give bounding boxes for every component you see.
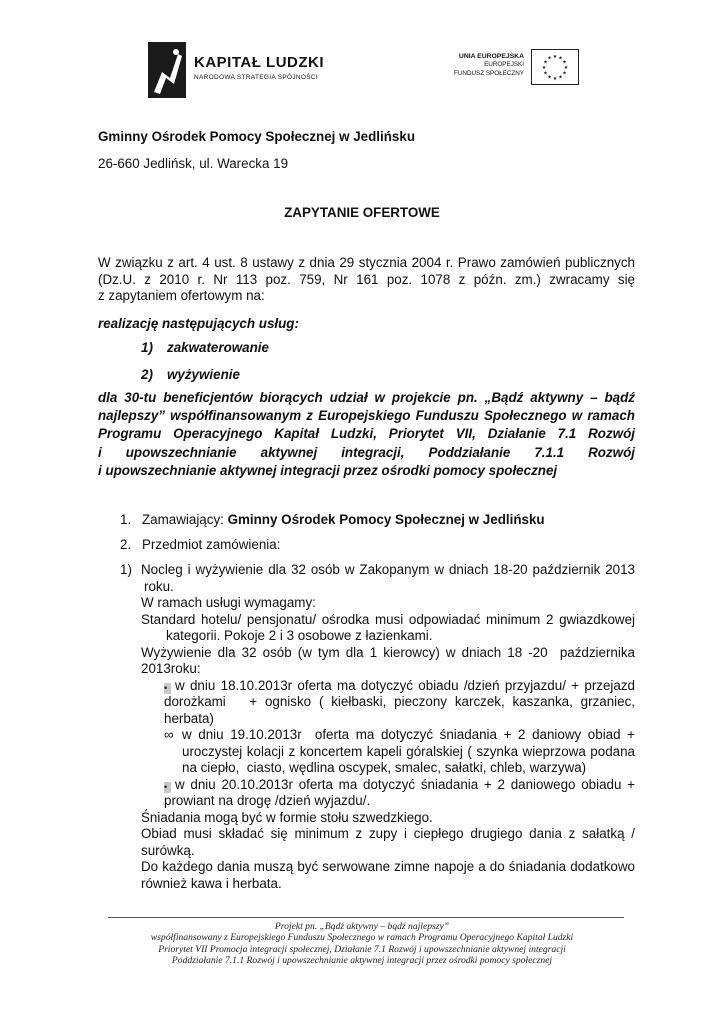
day-1-entry [141, 678, 635, 728]
food-line-2: 2013roku: [141, 661, 201, 676]
footer [0, 921, 724, 967]
numbered-item-2 [120, 537, 280, 554]
svg-text:★: ★ [543, 59, 548, 66]
day-2-text-1: w dniu 19.10.2013r oferta ma dotyczyć śniadania + 2 daniowy obiad + [182, 727, 635, 742]
service-item-1-label: zakwaterowanie [167, 340, 269, 355]
eu-flag-icon [531, 49, 579, 85]
svg-text:★: ★ [541, 65, 547, 71]
day-3-bullet: • [164, 782, 171, 793]
numbered-item-1-value: Gminny Ośrodek Pomocy Społecznej w Jedlińsku [227, 512, 545, 527]
order-details [141, 562, 635, 892]
project-line-5: i upowszechnianie aktywnej integracji przez ośrodki pomocy społecznej [98, 462, 558, 478]
standard-line-2: kategorii. Pokoje 2 i 3 osobowe z łazienkami. [166, 628, 433, 643]
day-1-line-2: dorożkami + ognisko ( kiełbaski, pieczony karczek, kaszanka, grzaniec, [164, 694, 635, 709]
svg-text:★: ★ [543, 70, 548, 77]
day-2-line-1 [164, 727, 635, 744]
drinks-line-1: Do każdego dania muszą być serwowane zimne napoje a do śniadania dodatkowo [141, 859, 635, 874]
numbered-item-1-number: 1. [120, 512, 132, 527]
svg-text:★: ★ [547, 55, 552, 62]
service-item-2 [141, 367, 240, 384]
footer-line-3: Priorytet VII Promocja integracji społecznej, Działanie 7.1 Rozwój i upowszechnianie aktywnej integracji [158, 943, 566, 955]
intro-line-1: W związku z art. 4 ust. 8 ustawy z dnia 29 stycznia 2004 r. Prawo zamówień publicznych [98, 255, 635, 270]
footer-line-2: współfinansowany z Europejskiego Funduszu Społecznego w ramach Programu Operacyjnego Kapitał Ludzki [150, 932, 574, 944]
standard-line-1: Standard hotelu/ pensjonatu/ ośrodka musi odpowiadać minimum 2 gwiazdkowej [141, 611, 635, 627]
day-3-line-1 [164, 777, 635, 794]
svg-text:★: ★ [563, 65, 569, 71]
order-line-1: Nocleg i wyżywienie dla 32 osób w Zakopanym w dniach 18-20 październik 2013 [141, 562, 635, 577]
day-2-entry [141, 727, 635, 777]
day-1-bullet: • [164, 683, 171, 694]
order-requirements: W ramach usługi wymagamy: [141, 595, 316, 610]
eu-line-3: FUNDUSZ SPOŁECZNY [454, 69, 524, 77]
kl-title: KAPITAŁ LUDZKI [194, 54, 325, 71]
intro-line-2: (Dz.U. z 2010 r. Nr 113 poz. 759, Nr 161 poz. 1078 z późn. zm.) zwracamy się [98, 271, 635, 287]
day-2-line-3: na ciepło, ciasto, wędlina oscypek, smalec, sałatki, chleb, warzywa) [182, 760, 587, 775]
numbered-item-1-label: Zamawiający: [142, 512, 228, 527]
service-item-1-number: 1) [141, 340, 153, 355]
service-item-2-number: 2) [141, 367, 153, 382]
footer-divider [108, 917, 624, 918]
footer-line-4: Poddziałanie 7.1.1 Rozwój i upowszechnianie aktywnej integracji przez ośrodki pomocy społecznej [171, 955, 553, 967]
numbered-item-1 [120, 512, 545, 529]
day-3-text-1: w dniu 20.10.2013r oferta ma dotyczyć śniadania + 2 daniowego obiadu + [175, 776, 635, 792]
svg-text:★: ★ [552, 76, 558, 82]
service-item-2-label: wyżywienie [167, 367, 240, 382]
eu-text [440, 52, 524, 78]
document-title: ZAPYTANIE OFERTOWE [284, 205, 440, 220]
kl-subtitle: NARODOWA STRATEGIA SPÓJNOŚCI [194, 74, 318, 81]
day-2-line-2: uroczystej kolacji z koncertem kapeli góralskiej ( szynka wieprzowa podana [182, 743, 635, 759]
project-line-2: najlepszy” współfinansowanym z Europejskiego Funduszu Społecznego w ramach [98, 408, 635, 424]
svg-text:★: ★ [552, 54, 558, 60]
numbered-item-2-number: 2. [120, 537, 132, 552]
sender-address: 26-660 Jedlińsk, ul. Warecka 19 [98, 156, 289, 171]
numbered-item-2-label: Przedmiot zamówienia: [142, 537, 281, 552]
svg-text:★: ★ [562, 70, 567, 77]
order-line-1b: roku. [144, 578, 174, 594]
svg-text:★: ★ [558, 55, 563, 62]
eu-line-1: UNIA EUROPEJSKA [458, 53, 524, 60]
day-1-text-1: w dniu 18.10.2013r oferta ma dotyczyć obiadu /dzień przyjazdu/ + przejazd [175, 677, 635, 693]
svg-text:★: ★ [547, 74, 552, 81]
services-heading: realizację następujących usług: [98, 316, 299, 331]
project-line-3: Programu Operacyjnego Kapitał Ludzki, Priorytet VII, Działanie 7.1 Rozwój [98, 426, 635, 442]
dinner-line-1: Obiad musi składać się minimum z zupy i ciepłego drugiego dania z sałatką / [141, 826, 635, 841]
eu-line-2: EUROPEJSKI [484, 61, 524, 68]
day-3-line-2: prowiant na drogę /dzień wyjazdu/. [164, 793, 371, 808]
project-paragraph [98, 389, 635, 480]
intro-line-3: z zapytaniem ofertowym na: [98, 288, 265, 303]
intro-paragraph [98, 255, 635, 305]
day-3-entry [141, 777, 635, 810]
svg-text:★: ★ [558, 74, 563, 81]
dinner-line-2: surówką. [141, 842, 195, 858]
day-1-line-1 [164, 678, 635, 695]
order-number: 1) [120, 562, 132, 577]
service-item-1 [141, 340, 269, 357]
drinks-line-2: również kawa i herbata. [141, 875, 282, 891]
day-2-bullet: ∞ [164, 727, 174, 742]
project-line-1: dla 30-tu beneficjentów biorących udział w projekcie pn. „Bądź aktywny – bądź [98, 390, 635, 405]
svg-text:★: ★ [562, 59, 567, 66]
sender-name: Gminny Ośrodek Pomocy Społecznej w Jedlińsku [98, 129, 416, 144]
footer-line-1: Projekt pn. „Bądź aktywny – bądź najlepszy” [274, 921, 450, 932]
header-logos [148, 40, 580, 100]
day-1-line-3: herbata) [164, 710, 214, 726]
kapital-ludzki-logo-icon [148, 42, 186, 98]
food-line-1: Wyżywienie dla 32 osób (w tym dla 1 kierowcy) w dniach 18 -20 października [141, 644, 635, 660]
breakfast-note: Śniadania mogą być w formie stołu szwedzkiego. [141, 809, 433, 825]
project-line-4: i upowszechnianie aktywnej integracji, Poddziałanie 7.1.1 Rozwój [98, 444, 635, 460]
